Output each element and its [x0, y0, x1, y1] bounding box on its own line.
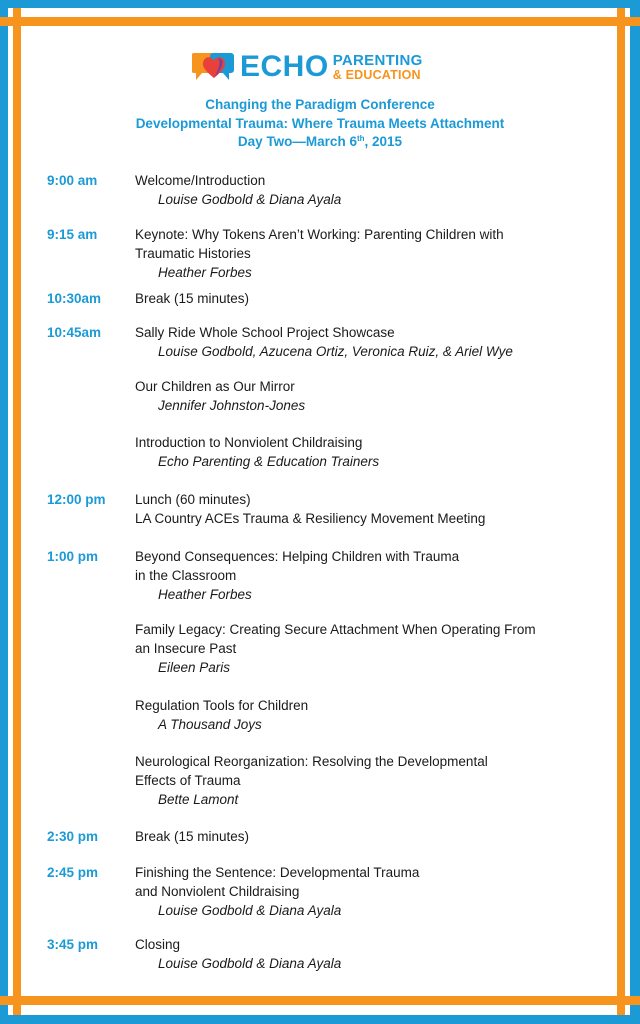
date-prefix: Day Two—March 6 — [237, 134, 357, 149]
session-title: Effects of Trauma — [135, 773, 241, 788]
session-title: Sally Ride Whole School Project Showcase — [135, 325, 395, 340]
session-speaker: Jennifer Johnston-Jones — [158, 398, 306, 413]
time-slot: 10:30am — [47, 291, 102, 306]
session-title: in the Classroom — [135, 568, 237, 583]
border-top-blue — [0, 0, 640, 8]
time-slot: 1:00 pm — [47, 549, 99, 564]
session-speaker: A Thousand Joys — [158, 717, 262, 732]
logo-subtitle — [333, 53, 423, 82]
session-speaker: Heather Forbes — [158, 265, 252, 280]
session-speaker: Heather Forbes — [158, 587, 252, 602]
session-speaker: Louise Godbold & Diana Ayala — [158, 192, 342, 207]
logo-wordmark: ECHO — [240, 50, 329, 83]
session-speaker: Echo Parenting & Education Trainers — [158, 454, 380, 469]
session-title: Keynote: Why Tokens Aren’t Working: Parenting Children with — [135, 227, 504, 242]
time-slot: 12:00 pm — [47, 492, 106, 507]
session-speaker: Louise Godbold & Diana Ayala — [158, 903, 342, 918]
conference-subtitle: Developmental Trauma: Where Trauma Meets Attachment — [135, 115, 505, 131]
border-top-orange — [0, 17, 640, 26]
logo-line-education: & EDUCATION — [332, 67, 421, 82]
session-title: Finishing the Sentence: Developmental Trauma — [135, 865, 420, 880]
border-right-orange — [617, 0, 625, 1024]
session-title: Beyond Consequences: Helping Children with Trauma — [135, 549, 460, 564]
session-title: an Insecure Past — [135, 641, 237, 656]
border-left-blue — [0, 0, 8, 1024]
speech-bubble-heart-icon — [192, 49, 236, 85]
time-slot: 3:45 pm — [47, 937, 99, 952]
session-title: and Nonviolent Childraising — [135, 884, 300, 899]
session-title: Welcome/Introduction — [135, 173, 266, 188]
conference-title: Changing the Paradigm Conference — [205, 97, 435, 112]
session-speaker: Bette Lamont — [158, 792, 239, 807]
session-title: Family Legacy: Creating Secure Attachment When Operating From — [135, 622, 536, 637]
session-title: LA Country ACEs Trauma & Resiliency Movement Meeting — [135, 511, 486, 526]
time-slot: 2:45 pm — [47, 865, 99, 880]
echo-logo — [192, 48, 423, 86]
session-speaker: Louise Godbold, Azucena Ortiz, Veronica Ruiz, & Ariel Wye — [158, 344, 513, 359]
session-speaker: Louise Godbold & Diana Ayala — [158, 956, 342, 971]
session-title: Introduction to Nonviolent Childraising — [135, 435, 363, 450]
session-title: Neurological Reorganization: Resolving the Developmental — [135, 754, 488, 769]
time-slot: 9:00 am — [47, 173, 98, 188]
border-left-orange — [13, 0, 21, 1024]
session-speaker: Eileen Paris — [158, 660, 231, 675]
session-title: Break (15 minutes) — [135, 291, 250, 306]
session-title: Our Children as Our Mirror — [135, 379, 295, 394]
logo-line-parenting: PARENTING — [332, 51, 423, 69]
session-title: Break (15 minutes) — [135, 829, 250, 844]
session-title: Traumatic Histories — [135, 246, 251, 261]
session-title: Regulation Tools for Children — [135, 698, 309, 713]
conference-date — [0, 133, 640, 152]
session-title: Lunch (60 minutes) — [135, 492, 251, 507]
session-title: Closing — [135, 937, 181, 952]
border-bottom-blue — [0, 1015, 640, 1024]
time-slot: 10:45am — [47, 325, 102, 340]
border-right-blue — [630, 0, 640, 1024]
document-header — [0, 96, 640, 152]
time-slot: 2:30 pm — [47, 829, 99, 844]
date-ordinal: th — [356, 134, 365, 143]
border-bottom-orange — [0, 996, 640, 1005]
time-slot: 9:15 am — [47, 227, 98, 242]
date-suffix: , 2015 — [364, 134, 403, 149]
